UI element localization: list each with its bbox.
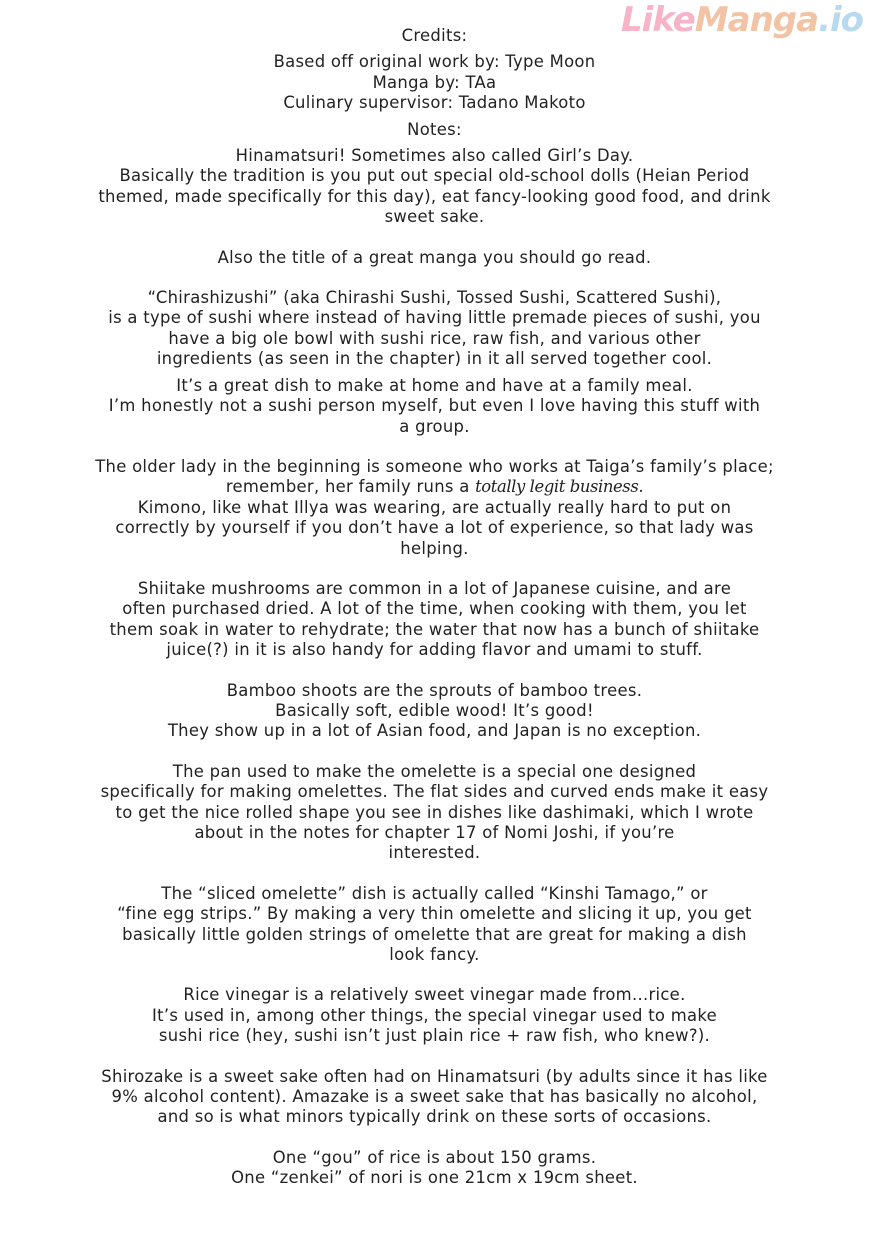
note-kimono: Kimono, like what Illya was wearing, are actually really hard to put on correctly by yourself if you don’t have a lot of experience, so that lady was helping. [115, 497, 754, 558]
note-chirashizushi: “Chirashizushi” (aka Chirashi Sushi, Tossed Sushi, Scattered Sushi), is a type of sushi where instead of having little premade pieces of sushi, you have a big ole bowl with sushi rice, raw fish, and various other ingredients (as seen in the chapter) in it all served together cool. [108, 288, 761, 369]
note-rice-vinegar: Rice vinegar is a relatively sweet vinegar made from...rice. It’s used in, among other things, the special vinegar used to make sushi rice (hey, sushi isn’t just plain rice + raw fish, who knew?). [152, 985, 717, 1046]
credits-heading: Credits: [401, 26, 468, 45]
note-older-lady [40, 457, 829, 498]
note-omelette-pan: The pan used to make the omelette is a special one designed specifically for making omelettes. The flat sides and curved ends make it easy to get the nice rolled shape you see in dishes like dashimaki, which I wrote about in the notes for chapter 17 of Nomi Joshi, if you’re interested. [100, 761, 769, 863]
note-bamboo: Bamboo shoots are the sprouts of bamboo trees. Basically soft, edible wood! It’s good! They show up in a lot of Asian food, and Japan is no exception. [167, 680, 702, 741]
credits-lines: Based off original work by: Type Moon Manga by: TAa Culinary supervisor: Tadano Makoto [273, 52, 596, 113]
note-great-dish: It’s a great dish to make at home and have at a family meal. I’m honestly not a sushi person myself, but even I love having this stuff with a group. [108, 375, 761, 436]
note-manga-title: Also the title of a great manga you should go read. [217, 247, 652, 267]
notes-heading: Notes: [407, 119, 462, 139]
note-sliced-omelette: The “sliced omelette” dish is actually called “Kinshi Tamago,” or “fine egg strips.” By making a very thin omelette and slicing it up, you get basically little golden strings of omelette that are great for making a dish look fancy. [117, 883, 752, 965]
note-hinamatsuri: Hinamatsuri! Sometimes also called Girl’s Day. Basically the tradition is you put out special old-school dolls (Heian Period themed, made specifically for this day), eat fancy-looking good food, and drink sweet sake. [98, 146, 771, 227]
watermark-logo: LikeManga.io [621, 0, 863, 40]
note-shirozake: Shirozake is a sweet sake often had on Hinamatsuri (by adults since it has like 9% alcohol content). Amazake is a sweet sake that has basically no alcohol, and so is what minors typically drink on these sorts of occasions. [101, 1066, 768, 1127]
note-legit-business: totally legit business. [475, 477, 644, 497]
notes-page [40, 26, 829, 1189]
note-shiitake: Shiitake mushrooms are common in a lot of Japanese cuisine, and are often purchased dried. A lot of the time, when cooking with them, you let them soak in water to rehydrate; the water that now has a bunch of shiitake juice(?) in it is also handy for adding flavor and umami to stuff. [109, 578, 760, 660]
note-older-lady-text: The older lady in the beginning is someone who works at Taiga’s family’s place; remember, her family runs a [95, 456, 774, 497]
note-units: One “gou” of rice is about 150 grams. One “zenkei” of nori is one 21cm x 19cm sheet. [231, 1147, 638, 1188]
